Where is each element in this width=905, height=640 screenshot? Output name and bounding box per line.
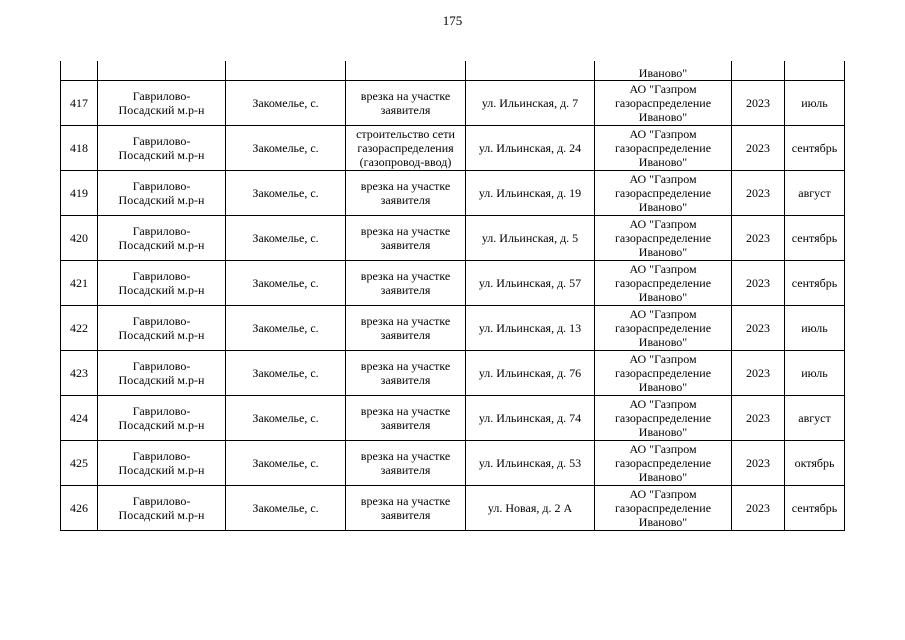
cell-locality: Закомелье, с. [226,441,346,486]
cell-district [98,61,226,81]
cell-month: август [785,171,845,216]
cell-work: врезка на участке заявителя [346,171,466,216]
cell-year: 2023 [732,306,785,351]
table-body [61,61,845,531]
cell-locality: Закомелье, с. [226,306,346,351]
cell-locality: Закомелье, с. [226,486,346,531]
cell-num: 419 [61,171,98,216]
cell-district: Гаврилово- Посадский м.р-н [98,81,226,126]
cell-work: врезка на участке заявителя [346,441,466,486]
cell-organization: АО "Газпром газораспределение Иваново" [595,171,732,216]
continuation-row [61,61,845,81]
table-row [61,486,845,531]
cell-address: ул. Новая, д. 2 А [466,486,595,531]
cell-district: Гаврилово- Посадский м.р-н [98,486,226,531]
cell-month: сентябрь [785,216,845,261]
cell-work: врезка на участке заявителя [346,261,466,306]
cell-organization: АО "Газпром газораспределение Иваново" [595,441,732,486]
cell-month: июль [785,351,845,396]
cell-month: июль [785,81,845,126]
cell-year: 2023 [732,81,785,126]
cell-locality: Закомелье, с. [226,216,346,261]
cell-num: 426 [61,486,98,531]
cell-organization: АО "Газпром газораспределение Иваново" [595,261,732,306]
cell-year: 2023 [732,396,785,441]
table-row [61,216,845,261]
gas-connection-table [60,61,845,531]
cell-address: ул. Ильинская, д. 7 [466,81,595,126]
cell-num: 418 [61,126,98,171]
cell-work [346,61,466,81]
cell-address: ул. Ильинская, д. 13 [466,306,595,351]
table-row [61,261,845,306]
cell-locality: Закомелье, с. [226,396,346,441]
cell-work: врезка на участке заявителя [346,351,466,396]
cell-month [785,61,845,81]
cell-month: октябрь [785,441,845,486]
cell-month: июль [785,306,845,351]
cell-district: Гаврилово- Посадский м.р-н [98,396,226,441]
cell-locality: Закомелье, с. [226,126,346,171]
cell-month: август [785,396,845,441]
table-row [61,396,845,441]
cell-address [466,61,595,81]
cell-work: строительство сети газораспределения (газопровод-ввод) [346,126,466,171]
cell-year: 2023 [732,486,785,531]
cell-address: ул. Ильинская, д. 19 [466,171,595,216]
cell-work: врезка на участке заявителя [346,216,466,261]
cell-organization: АО "Газпром газораспределение Иваново" [595,81,732,126]
cell-num: 417 [61,81,98,126]
cell-address: ул. Ильинская, д. 53 [466,441,595,486]
cell-locality: Закомелье, с. [226,351,346,396]
cell-district: Гаврилово- Посадский м.р-н [98,306,226,351]
cell-num: 423 [61,351,98,396]
table-row [61,351,845,396]
cell-locality: Закомелье, с. [226,81,346,126]
table-row [61,306,845,351]
cell-district: Гаврилово- Посадский м.р-н [98,126,226,171]
cell-num: 425 [61,441,98,486]
cell-locality: Закомелье, с. [226,171,346,216]
cell-district: Гаврилово- Посадский м.р-н [98,261,226,306]
cell-work: врезка на участке заявителя [346,306,466,351]
table-row [61,81,845,126]
cell-year: 2023 [732,351,785,396]
cell-work: врезка на участке заявителя [346,486,466,531]
cell-year: 2023 [732,171,785,216]
cell-work: врезка на участке заявителя [346,81,466,126]
cell-locality [226,61,346,81]
cell-organization: АО "Газпром газораспределение Иваново" [595,306,732,351]
cell-year: 2023 [732,261,785,306]
table-row [61,171,845,216]
cell-organization: АО "Газпром газораспределение Иваново" [595,351,732,396]
cell-month: сентябрь [785,486,845,531]
cell-year: 2023 [732,441,785,486]
cell-year: 2023 [732,216,785,261]
cell-address: ул. Ильинская, д. 5 [466,216,595,261]
cell-district: Гаврилово- Посадский м.р-н [98,171,226,216]
cell-organization: АО "Газпром газораспределение Иваново" [595,216,732,261]
cell-num [61,61,98,81]
table-row [61,126,845,171]
cell-organization: АО "Газпром газораспределение Иваново" [595,396,732,441]
cell-year [732,61,785,81]
cell-organization: АО "Газпром газораспределение Иваново" [595,126,732,171]
cell-locality: Закомелье, с. [226,261,346,306]
cell-year: 2023 [732,126,785,171]
cell-work: врезка на участке заявителя [346,396,466,441]
cell-num: 421 [61,261,98,306]
cell-address: ул. Ильинская, д. 57 [466,261,595,306]
cell-address: ул. Ильинская, д. 24 [466,126,595,171]
cell-month: сентябрь [785,126,845,171]
cell-organization: Иваново" [595,61,732,81]
cell-month: сентябрь [785,261,845,306]
table-row [61,441,845,486]
cell-num: 424 [61,396,98,441]
cell-num: 422 [61,306,98,351]
cell-district: Гаврилово- Посадский м.р-н [98,351,226,396]
page-number: 175 [442,13,463,28]
cell-organization: АО "Газпром газораспределение Иваново" [595,486,732,531]
cell-address: ул. Ильинская, д. 76 [466,351,595,396]
cell-district: Гаврилово- Посадский м.р-н [98,216,226,261]
cell-district: Гаврилово- Посадский м.р-н [98,441,226,486]
cell-num: 420 [61,216,98,261]
cell-address: ул. Ильинская, д. 74 [466,396,595,441]
